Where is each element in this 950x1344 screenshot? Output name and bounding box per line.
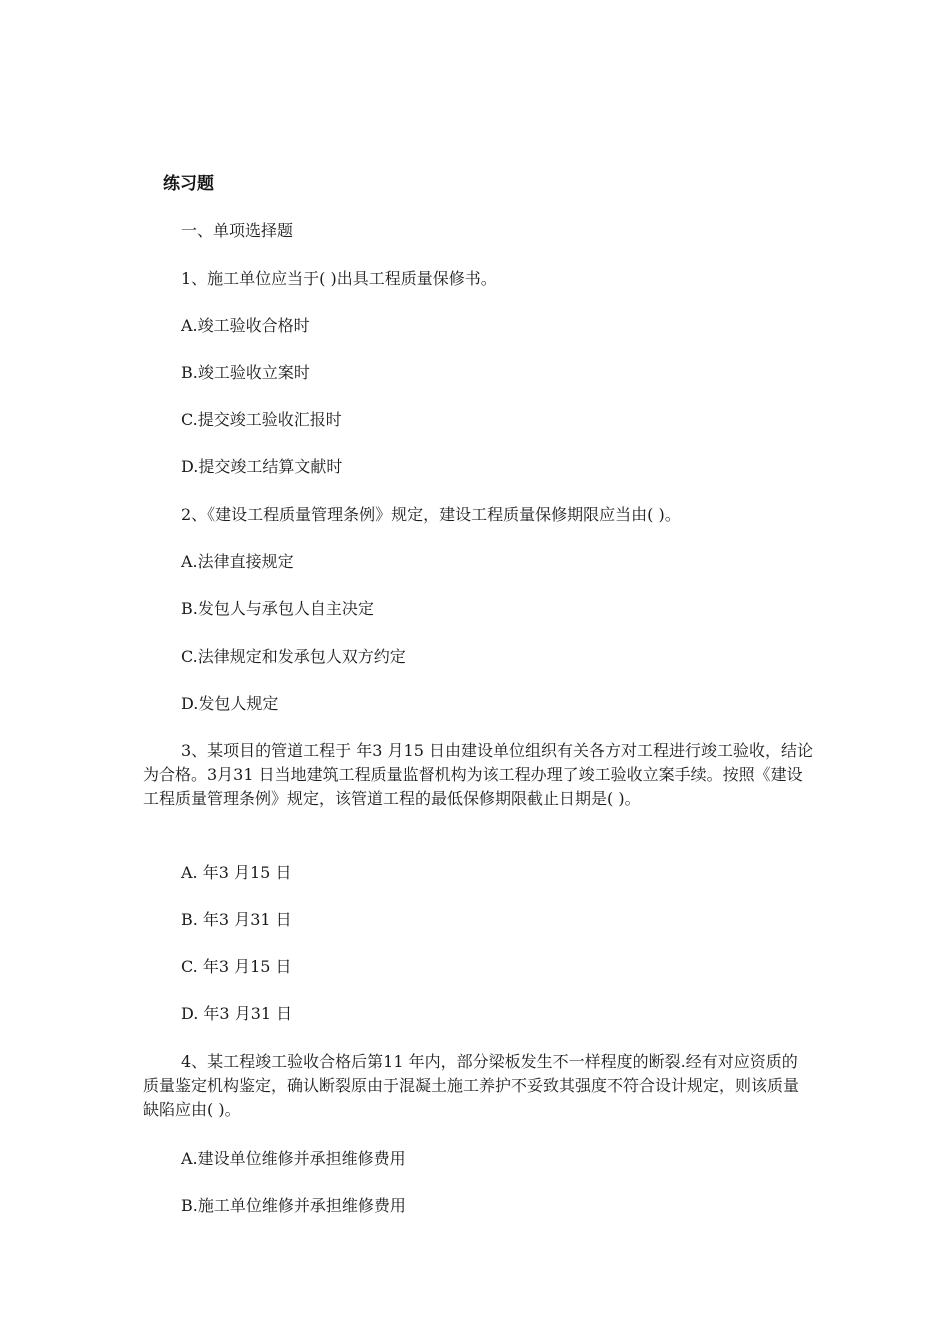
question-1-option-c: C.提交竣工验收汇报时 — [181, 410, 342, 429]
question-4-option-a: A.建设单位维修并承担维修费用 — [181, 1149, 406, 1168]
question-3-option-b: B. 年3 月31 日 — [181, 910, 292, 929]
question-4-stem: 4、某工程竣工验收合格后第11 年内，部分梁板发生不一样程度的断裂.经有对应资质的质量鉴定机构鉴定，确认断裂原由于混凝土施工养护不妥致其强度不符合设计规定，则该质量缺陷应由( )。 — [143, 1052, 800, 1119]
question-3-option-d: D. 年3 月31 日 — [181, 1004, 293, 1023]
question-3-option-c: C. 年3 月15 日 — [181, 957, 292, 976]
section-heading: 一、单项选择题 — [181, 221, 294, 240]
page-title: 练习题 — [163, 174, 214, 194]
question-2-option-a: A.法律直接规定 — [181, 552, 294, 571]
question-2-option-b: B.发包人与承包人自主决定 — [181, 599, 374, 618]
question-3-option-a: A. 年3 月15 日 — [181, 863, 292, 882]
question-2-option-c: C.法律规定和发承包人双方约定 — [181, 647, 406, 666]
question-1-option-a: A.竣工验收合格时 — [181, 316, 310, 335]
question-2-option-d: D.发包人规定 — [181, 694, 279, 713]
question-1-option-d: D.提交竣工结算文献时 — [181, 457, 343, 476]
question-3-stem: 3、某项目的管道工程于 年3 月15 日由建设单位组织有关各方对工程进行竣工验收，结论为合格。3月31 日当地建筑工程质量监督机构为该工程办理了竣工验收立案手续。按照《建设工程质量管理条例》规定，该管道工程的最低保修期限截止日期是( )。 — [143, 741, 813, 808]
question-1-stem: 1、施工单位应当于( )出具工程质量保修书。 — [181, 269, 497, 288]
question-2-stem: 2、《建设工程质量管理条例》规定，建设工程质量保修期限应当由( )。 — [181, 505, 681, 524]
question-1-option-b: B.竣工验收立案时 — [181, 363, 310, 382]
question-4-option-b: B.施工单位维修并承担维修费用 — [181, 1196, 406, 1215]
